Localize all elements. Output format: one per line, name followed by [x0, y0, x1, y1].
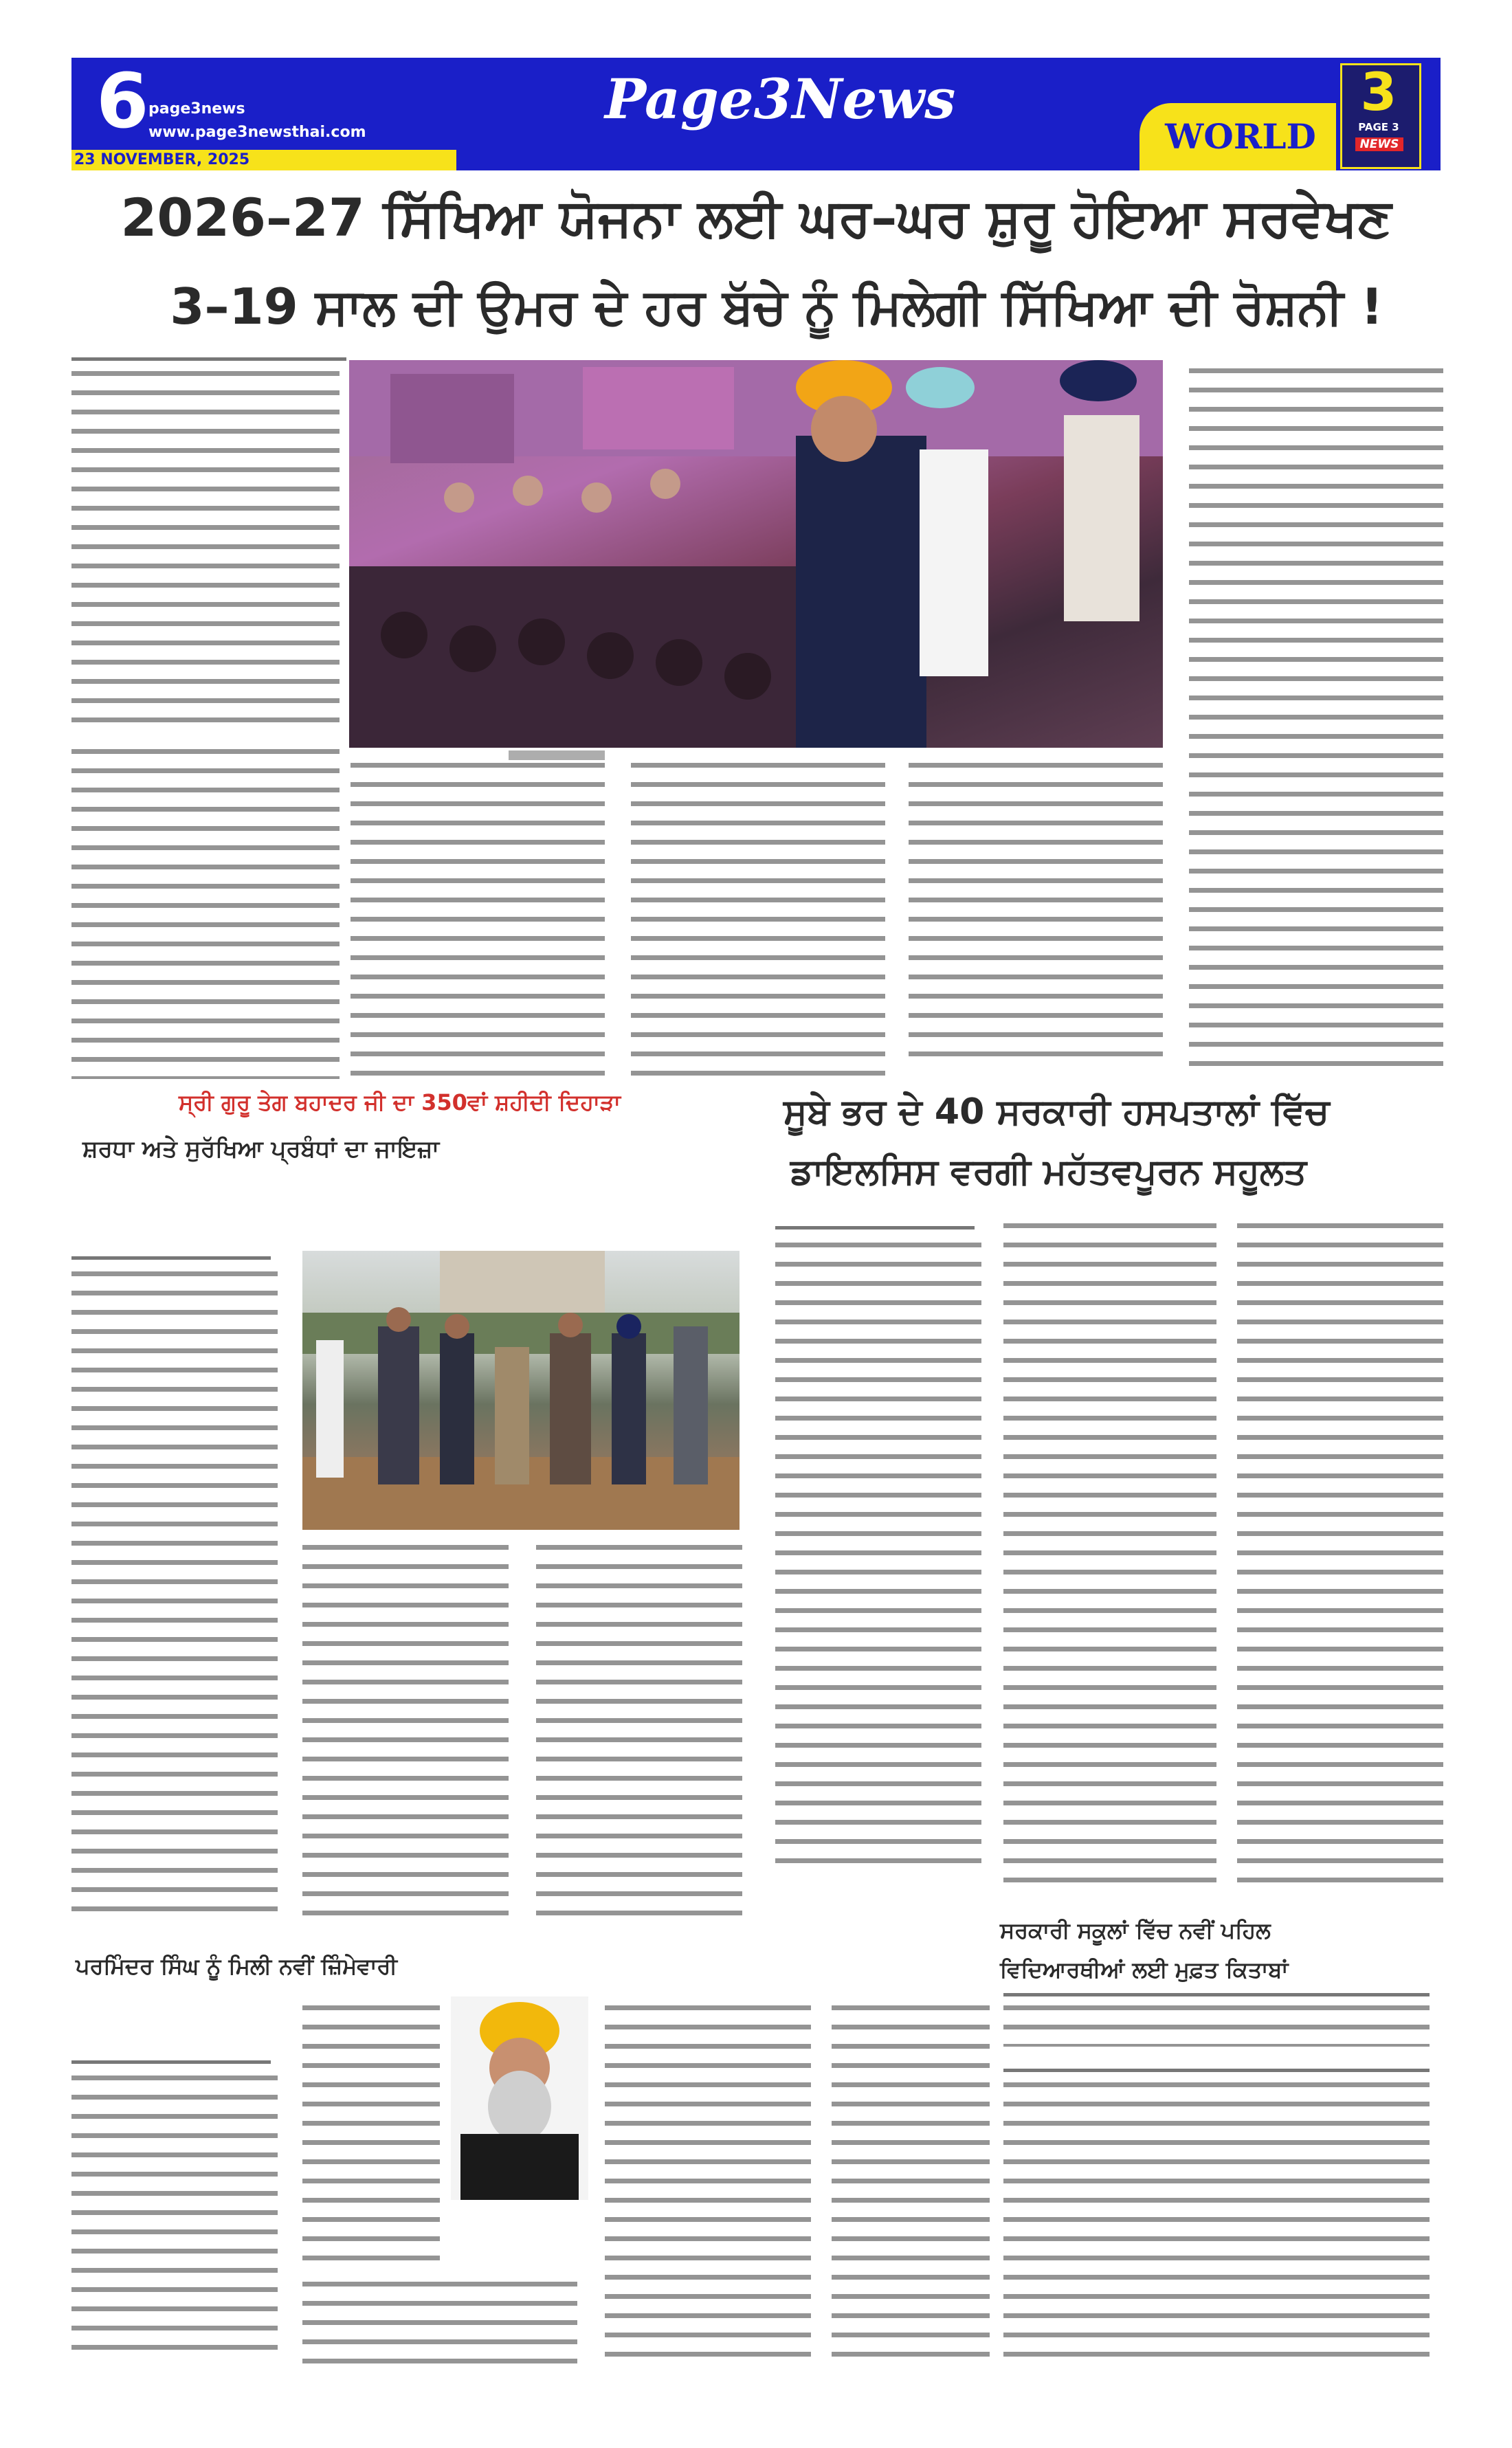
website-url: www.page3newsthai.com: [148, 124, 366, 141]
logo-text: PAGE 3: [1358, 121, 1399, 133]
story5-headline-line2: ਵਿਦਿਆਰਥੀਆਂ ਲਈ ਮੁਫ਼ਤ ਕਿਤਾਬਾਂ: [1000, 1957, 1289, 1983]
portrait-scene: [451, 1996, 588, 2200]
article-column: [302, 2005, 440, 2267]
article-column: [302, 2282, 577, 2364]
section-label: WORLD: [1165, 116, 1316, 157]
story2-photo-scene: [302, 1251, 740, 1530]
article-column: [631, 763, 885, 1079]
column-rule: [775, 1226, 975, 1229]
article-column: [1003, 1223, 1216, 1883]
story2-photo: [302, 1251, 740, 1530]
issue-date: 23 NOVEMBER, 2025: [74, 151, 250, 168]
logo-number: 3: [1360, 61, 1397, 122]
column-rule: [1003, 1993, 1430, 1996]
article-column: [605, 2005, 811, 2363]
column-rule: [1003, 2069, 1430, 2072]
story3-headline-line1: ਸੂਬੇ ਭਰ ਦੇ 40 ਸਰਕਾਰੀ ਹਸਪਤਾਲਾਂ ਵਿੱਚ: [783, 1091, 1330, 1133]
article-column: [1237, 1223, 1443, 1883]
portrait-photo: [451, 1996, 588, 2200]
story5-headline-line1: ਸਰਕਾਰੀ ਸਕੂਲਾਂ ਵਿੱਚ ਨਵੀਂ ਪਹਿਲ: [1000, 1917, 1271, 1944]
lead-headline-line1: 2026–27 ਸਿੱਖਿਆ ਯੋਜਨਾ ਲਈ ਘਰ–ਘਰ ਸ਼ੁਰੂ ਹੋਇਆ ਸਰਵੇਖਣ: [120, 187, 1392, 248]
article-column: [1003, 2005, 1430, 2047]
photo-caption: [509, 750, 605, 760]
social-handle: page3news: [148, 100, 245, 118]
column-rule: [71, 2060, 271, 2064]
article-column: [71, 749, 340, 1079]
article-column: [71, 2076, 278, 2357]
article-column: [1003, 2082, 1430, 2364]
story4-headline: ਪਰਮਿੰਦਰ ਸਿੰਘ ਨੂੰ ਮਿਲੀ ਨਵੀਂ ਜ਼ਿੰਮੇਵਾਰੀ: [76, 1953, 397, 1979]
story2-kicker: ਸ੍ਰੀ ਗੁਰੂ ਤੇਗ ਬਹਾਦਰ ਜੀ ਦਾ 350ਵਾਂ ਸ਼ਹੀਦੀ ਦਿਹਾੜਾ: [179, 1089, 621, 1115]
article-column: [302, 1545, 509, 1930]
article-column: [775, 1243, 981, 1868]
article-column: [909, 763, 1163, 1058]
article-column: [832, 2005, 990, 2363]
article-column: [351, 763, 605, 1079]
story3-headline-line2: ਡਾਇਲਸਿਸ ਵਰਗੀ ਮਹੱਤਵਪੂਰਨ ਸਹੂਲਤ: [790, 1151, 1307, 1192]
logo-tag: NEWS: [1355, 137, 1403, 151]
article-column: [1189, 368, 1443, 1076]
column-rule: [71, 357, 346, 361]
page-number: 6: [96, 57, 149, 145]
lead-photo: [349, 360, 1163, 748]
article-column: [71, 371, 340, 735]
lead-headline-line2: 3–19 ਸਾਲ ਦੀ ਉਮਰ ਦੇ ਹਰ ਬੱਚੇ ਨੂੰ ਮਿਲੇਗੀ ਸਿੱਖਿਆ ਦੀ ਰੋਸ਼ਨੀ !: [170, 278, 1383, 335]
article-column: [71, 1271, 278, 1924]
article-column: [536, 1545, 742, 1930]
newspaper-brand: Page3News: [605, 67, 956, 131]
column-rule: [71, 1256, 271, 1260]
lead-photo-scene: [349, 360, 1163, 748]
story2-headline: ਸ਼ਰਧਾ ਅਤੇ ਸੁਰੱਖਿਆ ਪ੍ਰਬੰਧਾਂ ਦਾ ਜਾਇਜ਼ਾ: [82, 1135, 440, 1163]
